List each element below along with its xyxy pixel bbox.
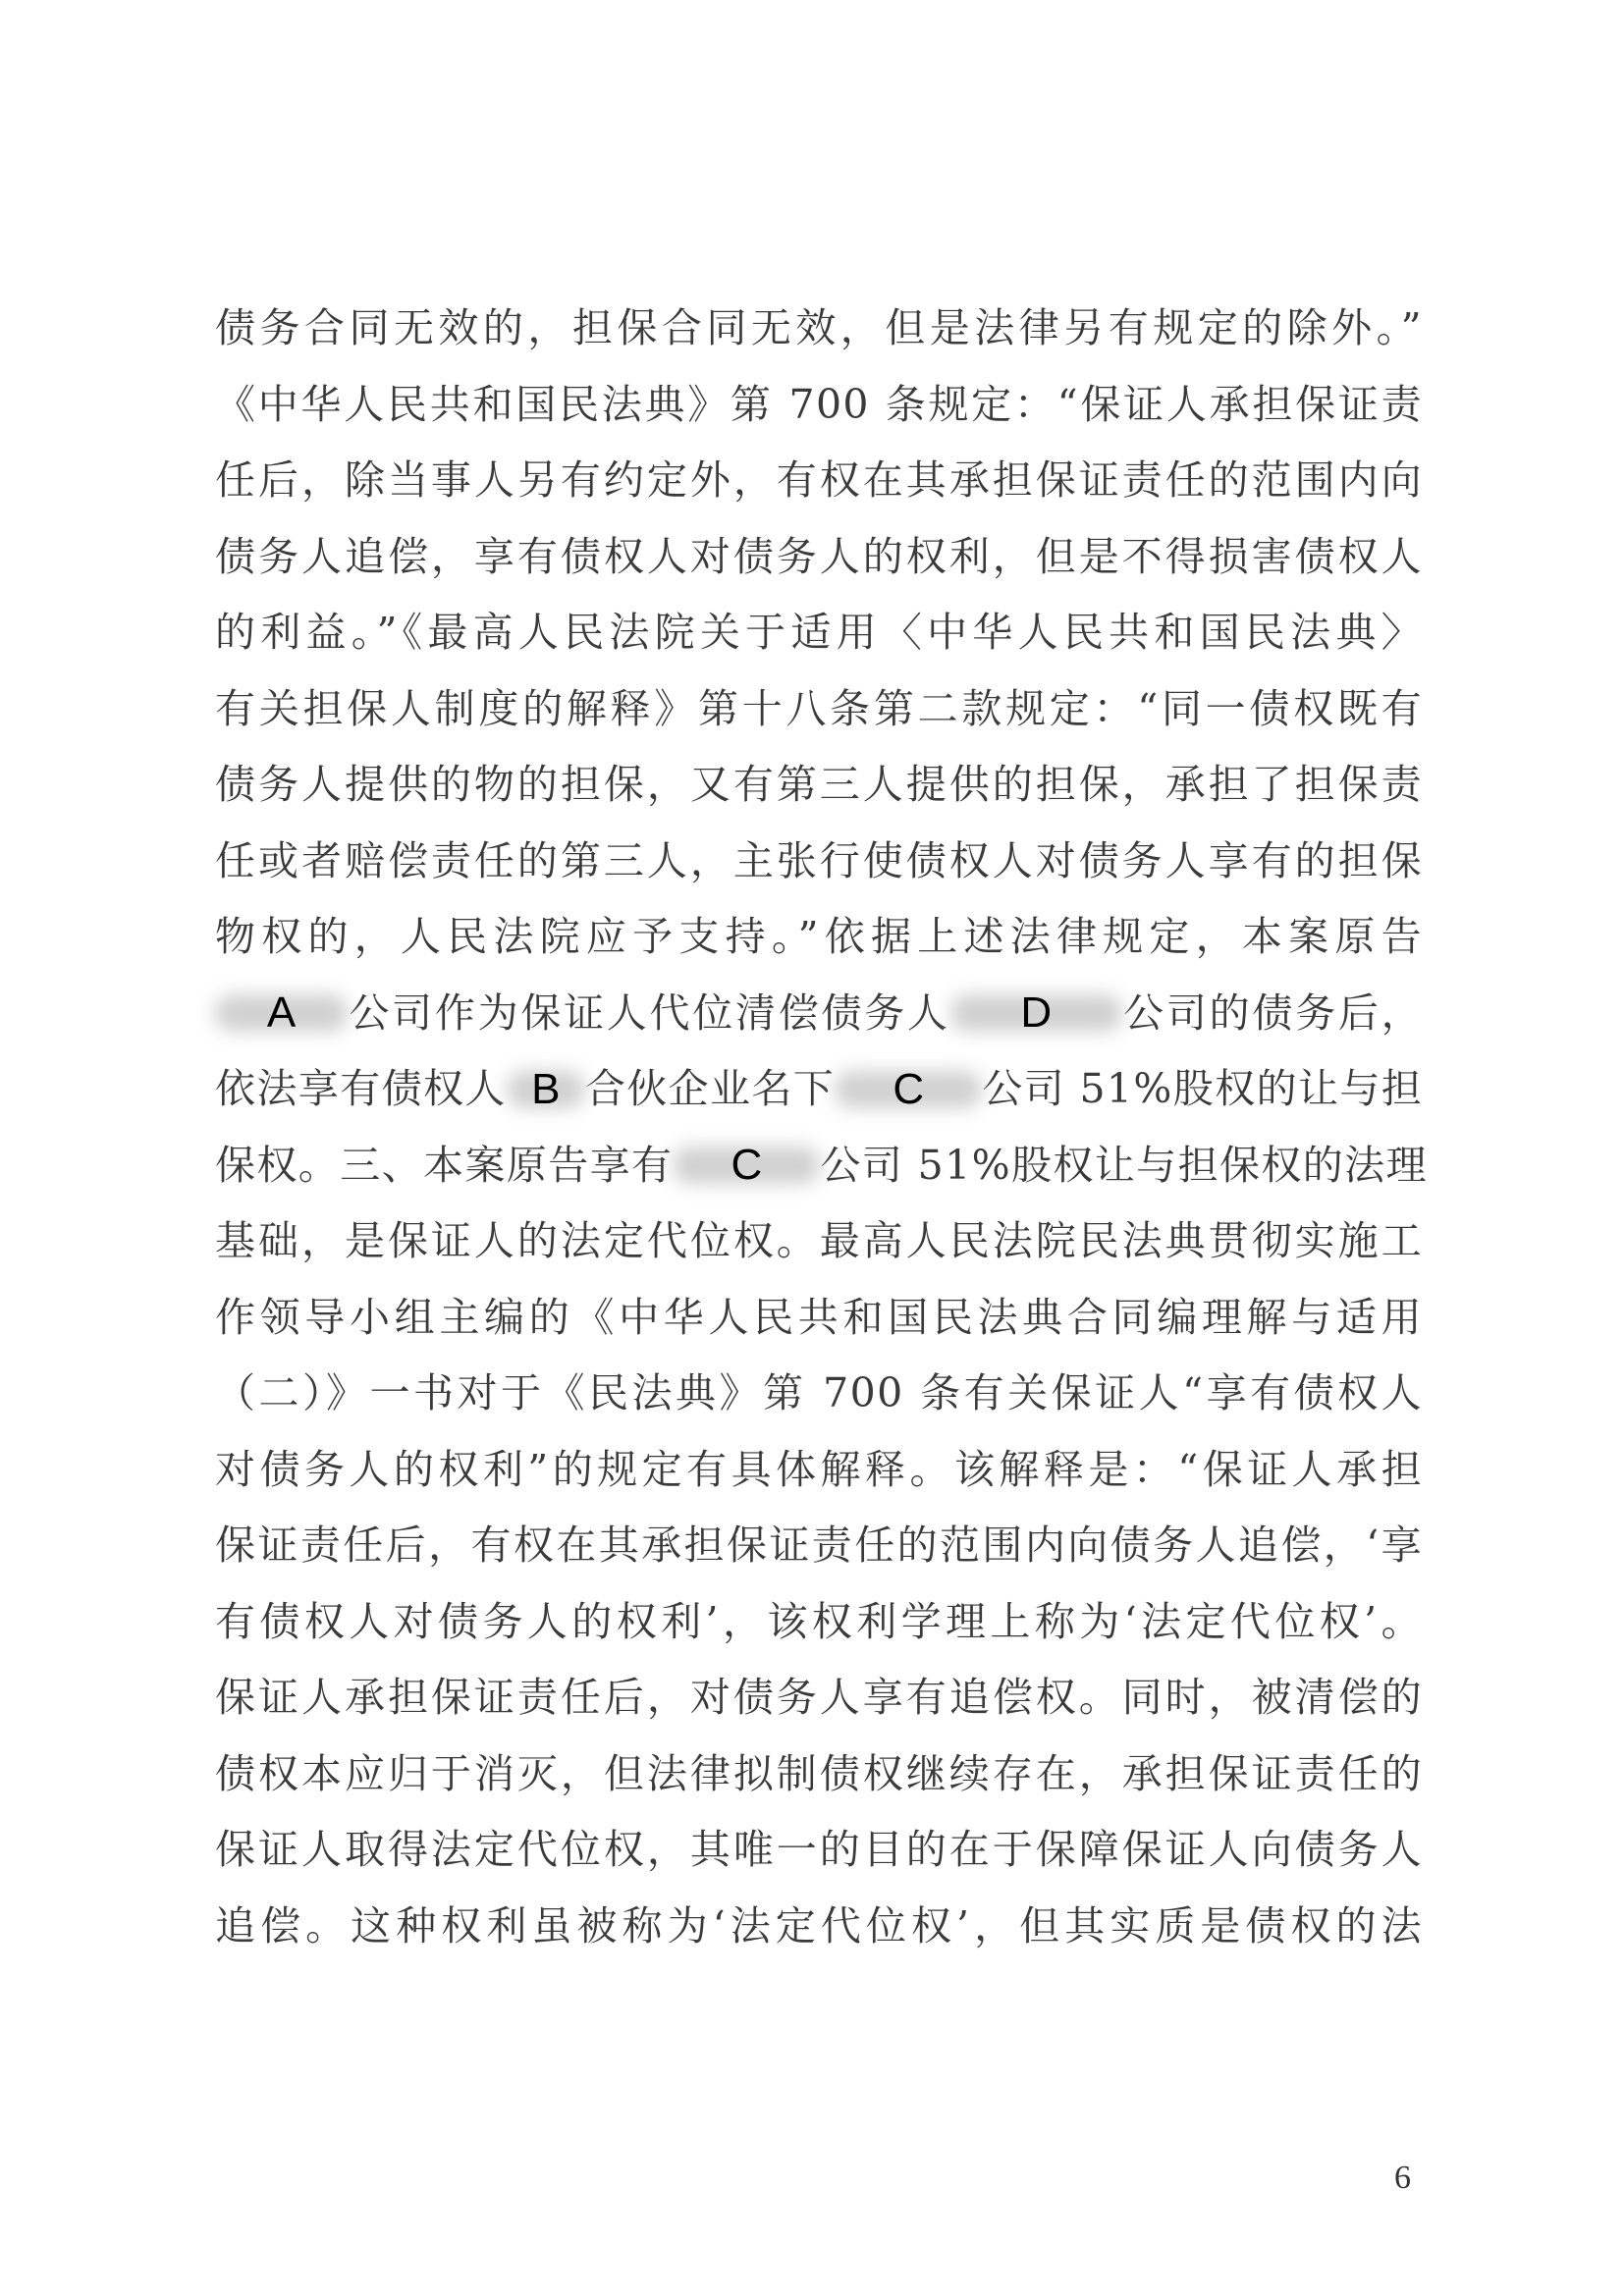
text-line-17: 保证责任后，有权在其承担保证责任的范围内向债务人追偿，‘享 (215, 1522, 1423, 1569)
redaction-d (950, 987, 1122, 1040)
page-number: 6 (1394, 2160, 1411, 2196)
text-line-13: 基础，是保证人的法定代位权。最高人民法院民法典贯彻实施工 (215, 1217, 1423, 1264)
redaction-label: B (531, 1064, 561, 1113)
text-segment: 依法享有债权人 (215, 1065, 507, 1112)
redaction-c (673, 1139, 820, 1192)
text-line-12 (215, 1128, 1428, 1204)
text-line-22: 追偿。这种权利虽被称为‘法定代位权’，但其实质是债权的法 (215, 1901, 1423, 1949)
text-line-11 (215, 1051, 1423, 1128)
redaction-label: D (1020, 988, 1053, 1038)
text-line-15: （二）》一书对于《民法典》第 700 条有关保证人“享有债权人 (215, 1369, 1423, 1416)
text-segment: 公司作为保证人代位清偿债务人 (348, 988, 950, 1037)
text-line-9: 物权的，人民法院应予支持。”依据上述法律规定，本案原告 (215, 913, 1423, 960)
text-line-21: 保证人取得法定代位权，其唯一的目的在于保障保证人向债务人 (215, 1826, 1423, 1873)
text-line-16: 对债务人的权利”的规定有具体解释。该解释是：“保证人承担 (215, 1445, 1423, 1493)
text-segment: 公司 51%股权让与担保权的法理 (820, 1141, 1428, 1189)
text-line-8: 任或者赔偿责任的第三人，主张行使债权人对债务人享有的担保 (215, 836, 1423, 884)
text-line-1: 债务合同无效的，担保合同无效，但是法律另有规定的除外。” (215, 304, 1423, 351)
text-segment: 合伙企业名下 (584, 1065, 836, 1112)
text-segment: 公司 51%股权的让与担 (982, 1065, 1424, 1112)
text-segment: 保权。三、本案原告享有 (215, 1141, 674, 1189)
text-line-14: 作领导小组主编的《中华人民共和国民法典合同编理解与适用 (215, 1293, 1423, 1341)
text-line-20: 债权本应归于消灭，但法律拟制债权继续存在，承担保证责任的 (215, 1749, 1423, 1797)
text-line-4: 债务人追偿，享有债权人对债务人的权利，但是不得损害债权人 (215, 532, 1423, 580)
text-line-5: 的利益。”《最高人民法院关于适用〈中华人民共和国民法典〉 (215, 609, 1423, 656)
redaction-a (215, 987, 348, 1040)
redaction-label: C (731, 1141, 763, 1190)
text-line-3: 任后，除当事人另有约定外，有权在其承担保证责任的范围内向 (215, 456, 1423, 504)
body-text (215, 291, 1428, 1964)
text-line-10 (215, 976, 1423, 1052)
text-segment: 公司的债务后， (1121, 988, 1423, 1037)
text-line-19: 保证人承担保证责任后，对债务人享有追偿权。同时，被清偿的 (215, 1674, 1423, 1721)
text-line-18: 有债权人对债务人的权利’，该权利学理上称为‘法定代位权’。 (215, 1597, 1423, 1645)
redaction-c (835, 1063, 982, 1116)
text-line-7: 债务人提供的物的担保，又有第三人提供的担保，承担了担保责 (215, 761, 1423, 808)
redaction-label: A (266, 988, 297, 1038)
redaction-label: C (893, 1064, 925, 1113)
redaction-b (507, 1063, 585, 1116)
text-line-2: 《中华人民共和国民法典》第 700 条规定：“保证人承担保证责 (215, 380, 1423, 428)
text-line-6: 有关担保人制度的解释》第十八条第二款规定：“同一债权既有 (215, 684, 1423, 732)
